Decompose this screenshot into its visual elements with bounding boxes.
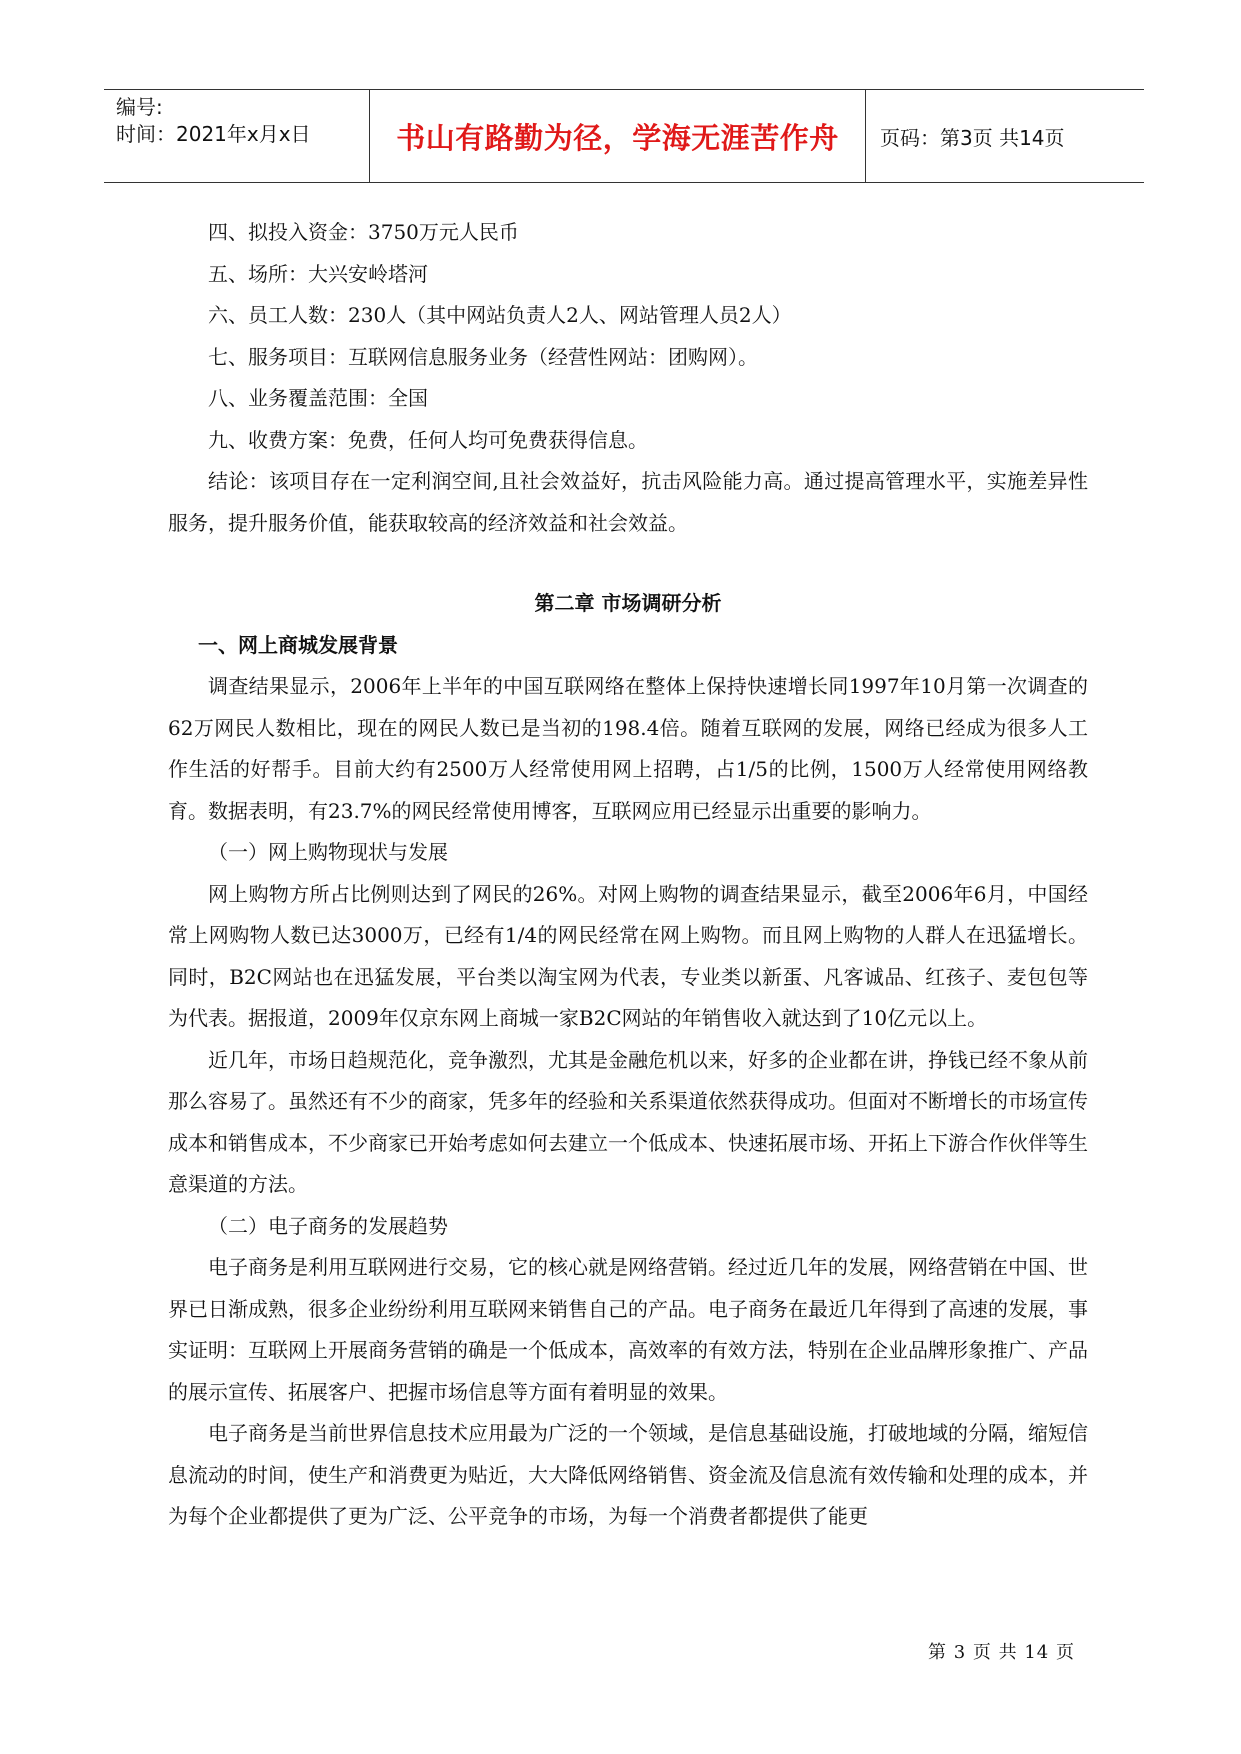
intro-item: 六、员工人数：230人（其中网站负责人2人、网站管理人员2人）	[208, 303, 792, 327]
conclusion-paragraph: 结论：该项目存在一定利润空间,且社会效益好，抗击风险能力高。通过提高管理水平，实施差异性服务，提升服务价值，能获取较高的经济效益和社会效益。	[168, 469, 1088, 535]
body-paragraph: 近几年，市场日趋规范化，竞争激烈，尤其是金融危机以来，好多的企业都在讲，挣钱已经不象从前那么容易了。虽然还有不少的商家，凭多年的经验和关系渠道依然获得成功。但面对不断增长的市场宣传成本和销售成本，不少商家已开始考虑如何去建立一个低成本、快速拓展市场、开拓上下游合作伙伴等生意渠道的方法。	[168, 1047, 1088, 1196]
document-number-label: 编号:	[116, 95, 163, 119]
intro-item: 八、业务覆盖范围：全国	[208, 386, 428, 410]
intro-item: 四、拟投入资金：3750万元人民币	[208, 220, 519, 244]
header-motto: 书山有路勤为径，学海无涯苦作舟	[396, 120, 839, 155]
page-header	[104, 89, 1144, 183]
page-footer: 第 3 页 共 14 页	[928, 1642, 1075, 1663]
intro-item: 七、服务项目：互联网信息服务业务（经营性网站：团购网）。	[208, 344, 758, 369]
header-page-cell	[866, 90, 1144, 182]
body-paragraph: 调查结果显示，2006年上半年的中国互联网络在整体上保持快速增长同1997年10月第一次调查的62万网民人数相比，现在的网民人数已是当初的198.4倍。随着互联网的发展，网络已经成为很多人工作生活的好帮手。目前大约有2500万人经常使用网上招聘，占1/5的比例，1500万人经常使用网络教育。数据表明，有23.7%的网民经常使用博客，互联网应用已经显示出重要的影响力。	[168, 674, 1088, 823]
header-page-number: 页码：第3页 共14页	[880, 125, 1065, 150]
body-paragraph: 网上购物方所占比例则达到了网民的26%。对网上购物的调查结果显示，截至2006年6月，中国经常上网购物人数已达3000万，已经有1/4的网民经常在网上购物。而且网上购物的人群人在迅猛增长。同时，B2C网站也在迅猛发展，平台类以淘宝网为代表，专业类以新蛋、凡客诚品、红孩子、麦包包等为代表。据报道，2009年仅京东网上商城一家B2C网站的年销售收入就达到了10亿元以上。	[168, 881, 1088, 1030]
intro-item: 五、场所：大兴安岭塔河	[208, 261, 428, 286]
chapter-title: 第二章 市场调研分析	[534, 591, 722, 615]
body-paragraph: 电子商务是当前世界信息技术应用最为广泛的一个领域，是信息基础设施，打破地域的分隔，缩短信息流动的时间，使生产和消费更为贴近，大大降低网络销售、资金流及信息流有效传输和处理的成本，并为每个企业都提供了更为广泛、公平竞争的市场，为每一个消费者都提供了能更	[168, 1421, 1088, 1528]
subsection-title: （一）网上购物现状与发展	[208, 840, 448, 864]
subsection-title: （二）电子商务的发展趋势	[208, 1213, 448, 1238]
intro-item: 九、收费方案：免费，任何人均可免费获得信息。	[208, 427, 648, 452]
document-time-label: 时间：2021年x月x日	[116, 122, 311, 146]
header-motto-cell	[370, 90, 866, 182]
document-body	[168, 212, 1088, 1538]
body-paragraph: 电子商务是利用互联网进行交易，它的核心就是网络营销。经过近几年的发展，网络营销在中国、世界已日渐成熟，很多企业纷纷利用互联网来销售自己的产品。电子商务在最近几年得到了高速的发展，事实证明：互联网上开展商务营销的确是一个低成本，高效率的有效方法，特别在企业品牌形象推广、产品的展示宣传、拓展客户、把握市场信息等方面有着明显的效果。	[168, 1255, 1088, 1404]
header-meta-cell	[104, 90, 370, 182]
section-title: 一、网上商城发展背景	[198, 632, 398, 657]
